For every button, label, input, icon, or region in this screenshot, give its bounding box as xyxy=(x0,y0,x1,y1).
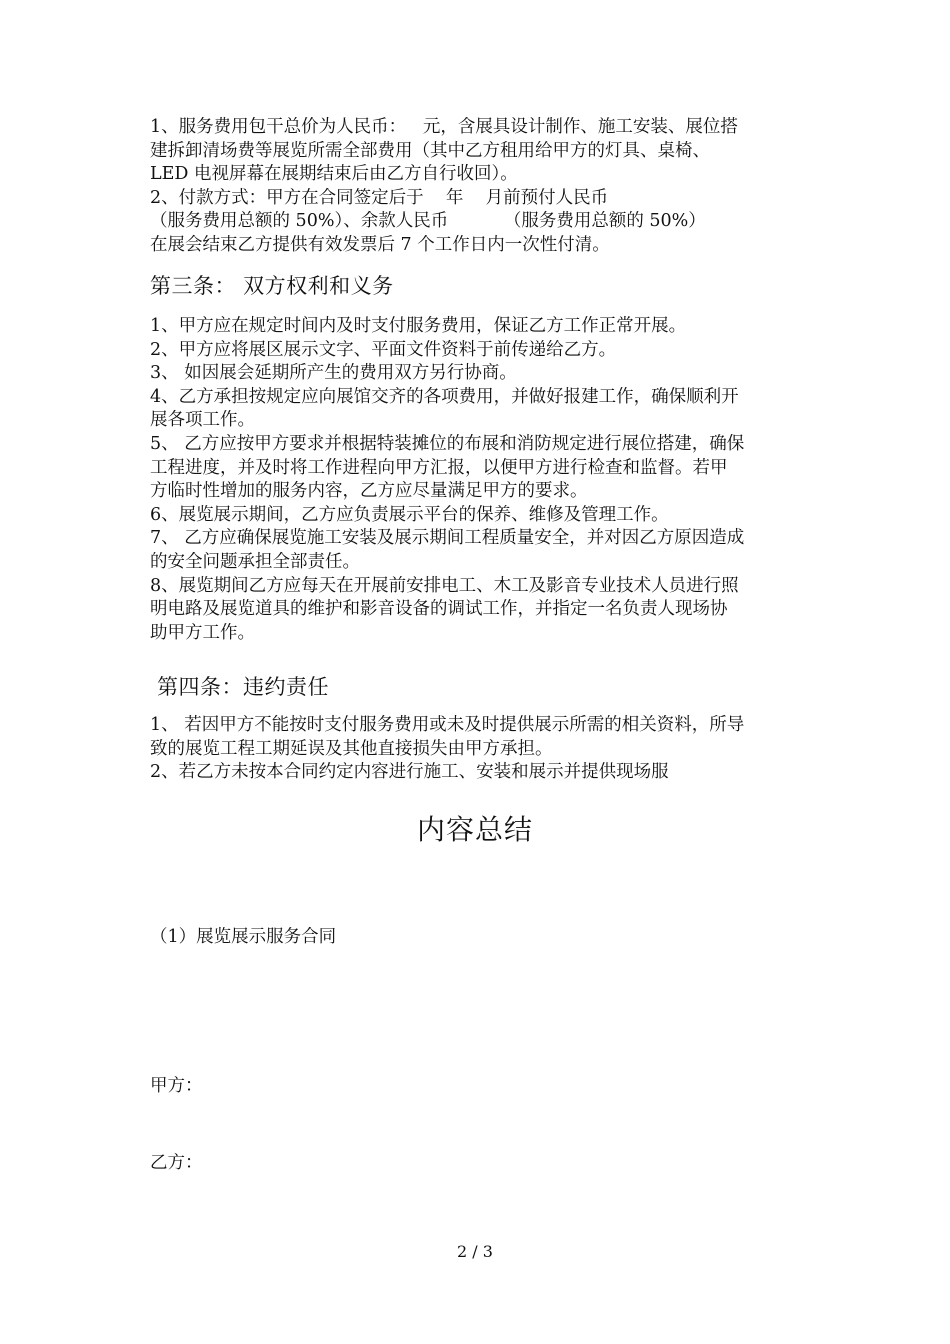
paragraph-line: 展各项工作。 xyxy=(150,410,255,431)
section4-heading: 第四条：违约责任 xyxy=(157,675,329,699)
paragraph-line: 3、 如因展会延期所产生的费用双方另行协商。 xyxy=(150,363,517,384)
paragraph-line: 2、付款方式：甲方在合同签定后于 年 月前预付人民币 xyxy=(150,187,609,208)
paragraph-line: 致的展览工程工期延误及其他直接损失由甲方承担。 xyxy=(150,738,553,759)
paragraph-line: 8、展览期间乙方应每天在开展前安排电工、木工及影音专业技术人员进行照 xyxy=(150,575,739,596)
paragraph-line: 6、展览展示期间，乙方应负责展示平台的保养、维修及管理工作。 xyxy=(150,504,669,525)
section3-heading: 第三条： 双方权利和义务 xyxy=(150,274,394,298)
paragraph-line: 4、乙方承担按规定应向展馆交齐的各项费用，并做好报建工作，确保顺利开 xyxy=(150,386,739,407)
section4-body xyxy=(150,714,810,785)
page-number: 2 / 3 xyxy=(457,1242,493,1261)
paragraph-line: 在展会结束乙方提供有效发票后 7 个工作日内一次性付清。 xyxy=(150,234,610,255)
summary-item: （1）展览展示服务合同 xyxy=(150,927,337,947)
paragraph-line: 建拆卸清场费等展览所需全部费用（其中乙方租用给甲方的灯具、桌椅、 xyxy=(150,140,710,161)
paragraph-line: （服务费用总额的 50%）、余款人民币 （服务费用总额的 50%） xyxy=(150,211,706,232)
paragraph-line: 的安全问题承担全部责任。 xyxy=(150,551,360,572)
paragraph-line: 2、甲方应将展区展示文字、平面文件资料于前传递给乙方。 xyxy=(150,339,617,360)
paragraph-line: 工程进度，并及时将工作进程向甲方汇报，以便甲方进行检查和监督。若甲 xyxy=(150,457,728,478)
paragraph-line: 1、服务费用包干总价为人民币： 元，含展具设计制作、施工安装、展位搭 xyxy=(150,117,738,137)
paragraph-line: 1、甲方应在规定时间内及时支付服务费用，保证乙方工作正常开展。 xyxy=(150,316,687,336)
party-a-label: 甲方： xyxy=(150,1076,203,1096)
paragraph-line: 2、若乙方未按本合同约定内容进行施工、安装和展示并提供现场服 xyxy=(150,762,669,783)
section2-tail xyxy=(150,116,810,258)
paragraph-line: 7、 乙方应确保展览施工安装及展示期间工程质量安全，并对因乙方原因造成 xyxy=(150,528,745,549)
paragraph-line: 明电路及展览道具的维护和影音设备的调试工作，并指定一名负责人现场协 xyxy=(150,599,728,620)
party-b-label: 乙方： xyxy=(150,1153,203,1173)
paragraph-line: LED 电视屏幕在展期结束后由乙方自行收回）。 xyxy=(150,164,518,185)
section3-body xyxy=(150,315,810,645)
paragraph-line: 5、 乙方应按甲方要求并根据特装摊位的布展和消防规定进行展位搭建，确保 xyxy=(150,433,745,454)
summary-title: 内容总结 xyxy=(416,813,533,846)
paragraph-line: 1、 若因甲方不能按时支付服务费用或未及时提供展示所需的相关资料，所导 xyxy=(150,715,745,735)
paragraph-line: 方临时性增加的服务内容，乙方应尽量满足甲方的要求。 xyxy=(150,481,588,502)
paragraph-line: 助甲方工作。 xyxy=(150,622,255,643)
